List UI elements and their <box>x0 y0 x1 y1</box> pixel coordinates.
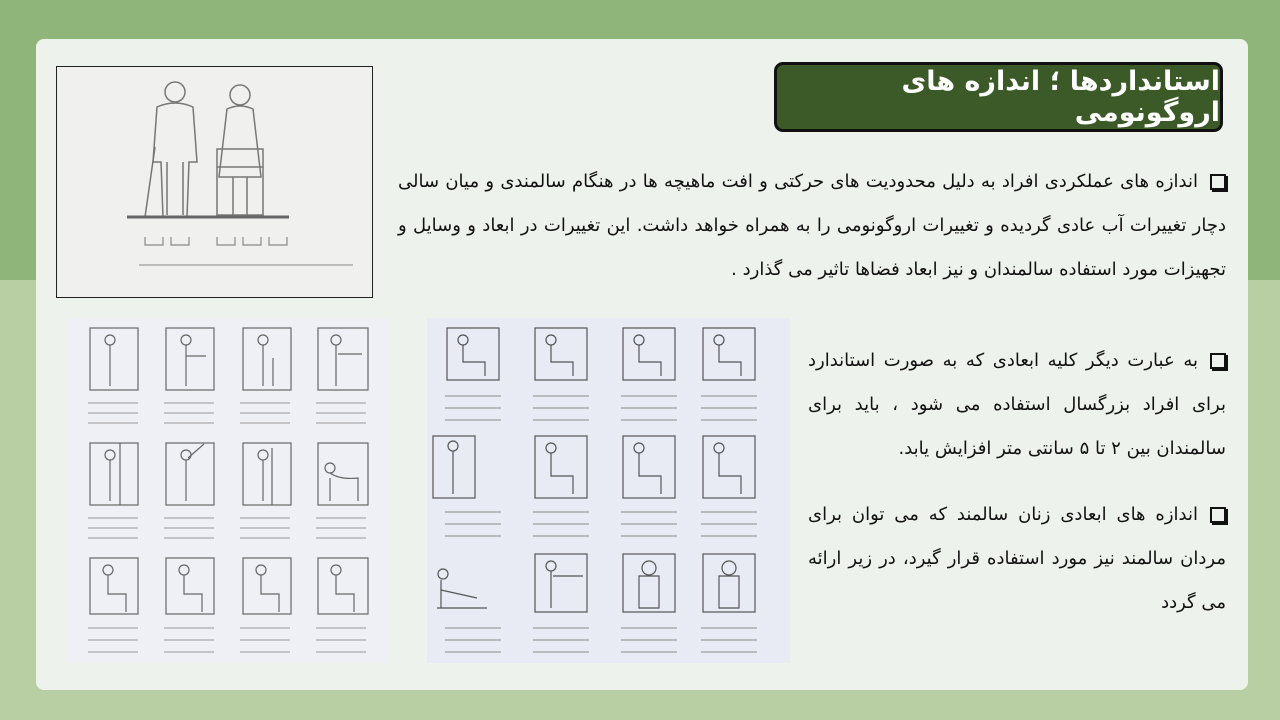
slide-title-box <box>774 62 1223 132</box>
seated-ergonomics-grid-image <box>427 318 790 663</box>
standing-ergonomics-drawing <box>68 318 388 663</box>
checkbox-bullet-icon <box>1210 507 1226 523</box>
paragraph-2 <box>808 339 1226 471</box>
checkbox-bullet-icon <box>1210 353 1226 369</box>
paragraph-3 <box>808 493 1226 625</box>
standing-ergonomics-grid-image <box>68 318 388 663</box>
elderly-figures-image <box>56 66 373 298</box>
elderly-figures-drawing <box>57 67 372 297</box>
paragraph-1 <box>398 160 1226 292</box>
paragraph-3-text: اندازه های ابعادی زنان سالمند که می توان برای مردان سالمند نیز مورد استفاده قرار گیرد، در زیر ارائه می گردد <box>808 504 1226 613</box>
paragraph-1-text: اندازه های عملکردی افراد به دلیل محدودیت های حرکتی و افت ماهیچه ها در هنگام سالمندی و میان سالی دچار تغییرات آب عادی گردیده و تغییرات اروگونومی را به همراه خواهد داشت. این تغییرات در ابعاد و وسایل و تجهیزات مورد استفاده سالمندان و نیز ابعاد فضاها تاثیر می گذارد . <box>398 171 1226 280</box>
seated-ergonomics-drawing <box>427 318 790 663</box>
slide-title: استانداردها ؛ اندازه های اروگونومی <box>901 66 1220 128</box>
checkbox-bullet-icon <box>1210 174 1226 190</box>
paragraph-2-text: به عبارت دیگر کلیه ابعادی که به صورت استاندارد برای افراد بزرگسال استفاده می شود ، باید برای سالمندان بین ۲ تا ۵ سانتی متر افزایش یابد. <box>808 350 1226 459</box>
